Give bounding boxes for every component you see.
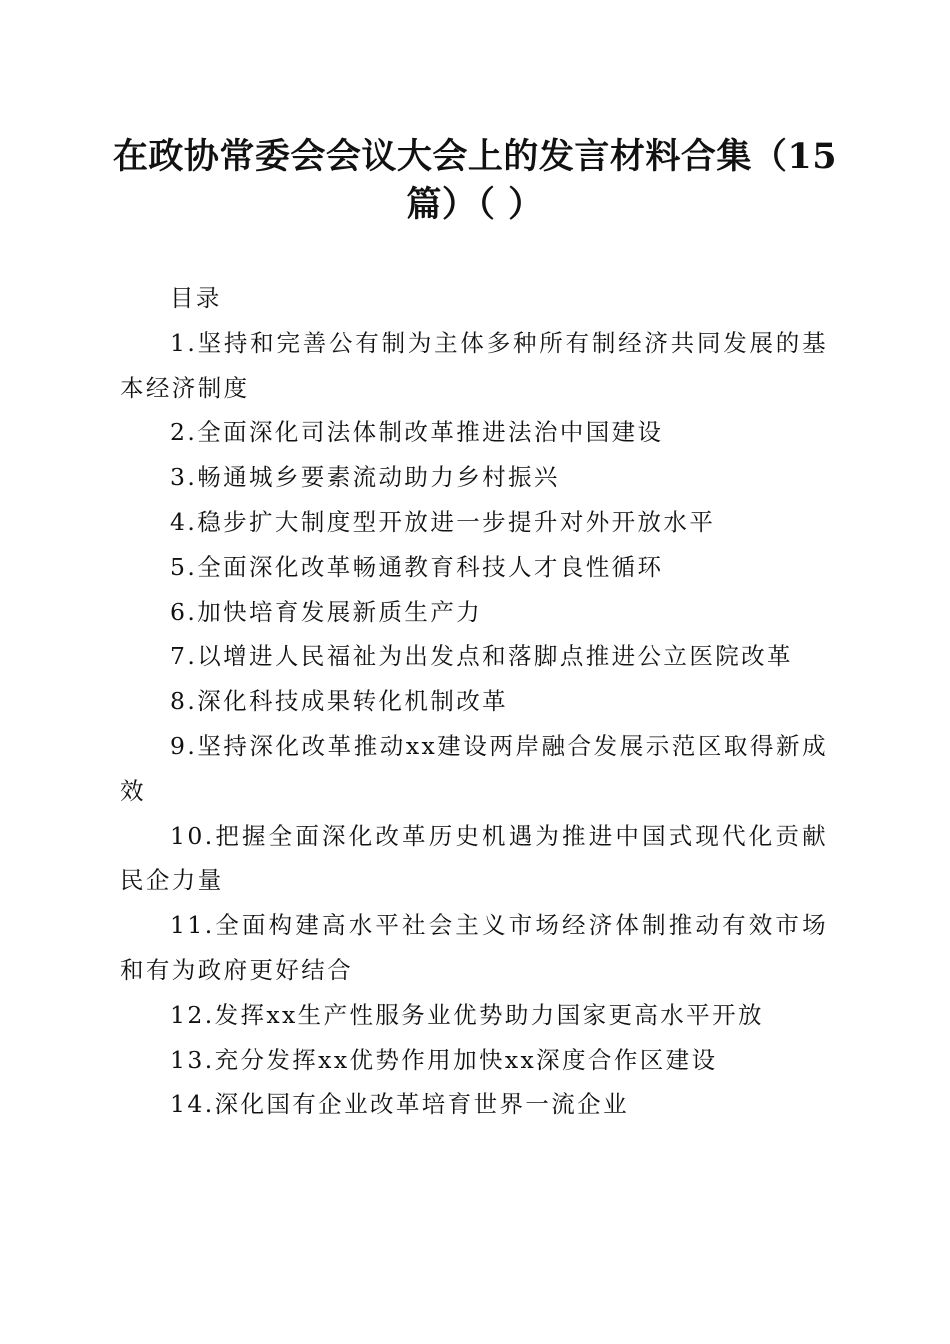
toc-item: 3.畅通城乡要素流动助力乡村振兴 [170,463,560,492]
toc-item: 12.发挥xx生产性服务业优势助力国家更高水平开放 [170,1000,764,1029]
toc-item: 2.全面深化司法体制改革推进法治中国建设 [170,418,664,447]
toc-item: 8.深化科技成果转化机制改革 [170,687,509,716]
toc-heading: 目录 [170,284,222,312]
toc-item: 11.全面构建高水平社会主义市场经济体制推动有效市场和有为政府更好结合 [120,911,828,984]
toc-item: 6.加快培育发展新质生产力 [170,597,483,626]
toc-list [120,321,828,1127]
document-title: 在政协常委会会议大会上的发言材料合集（15篇）（ ） [112,136,838,225]
toc-item: 14.深化国有企业改革培育世界一流企业 [170,1090,629,1119]
toc-item: 1.坚持和完善公有制为主体多种所有制经济共同发展的基本经济制度 [120,328,828,402]
toc-item: 10.把握全面深化改革历史机遇为推进中国式现代化贡献民企力量 [120,821,828,895]
toc-item: 7.以增进人民福祉为出发点和落脚点推进公立医院改革 [170,642,793,671]
table-of-contents [120,276,828,1127]
toc-item: 9.坚持深化改革推动xx建设两岸融合发展示范区取得新成效 [120,731,828,805]
toc-item: 13.充分发挥xx优势作用加快xx深度合作区建设 [170,1045,718,1074]
toc-item: 4.稳步扩大制度型开放进一步提升对外开放水平 [170,507,716,536]
toc-item: 5.全面深化改革畅通教育科技人才良性循环 [170,552,664,581]
